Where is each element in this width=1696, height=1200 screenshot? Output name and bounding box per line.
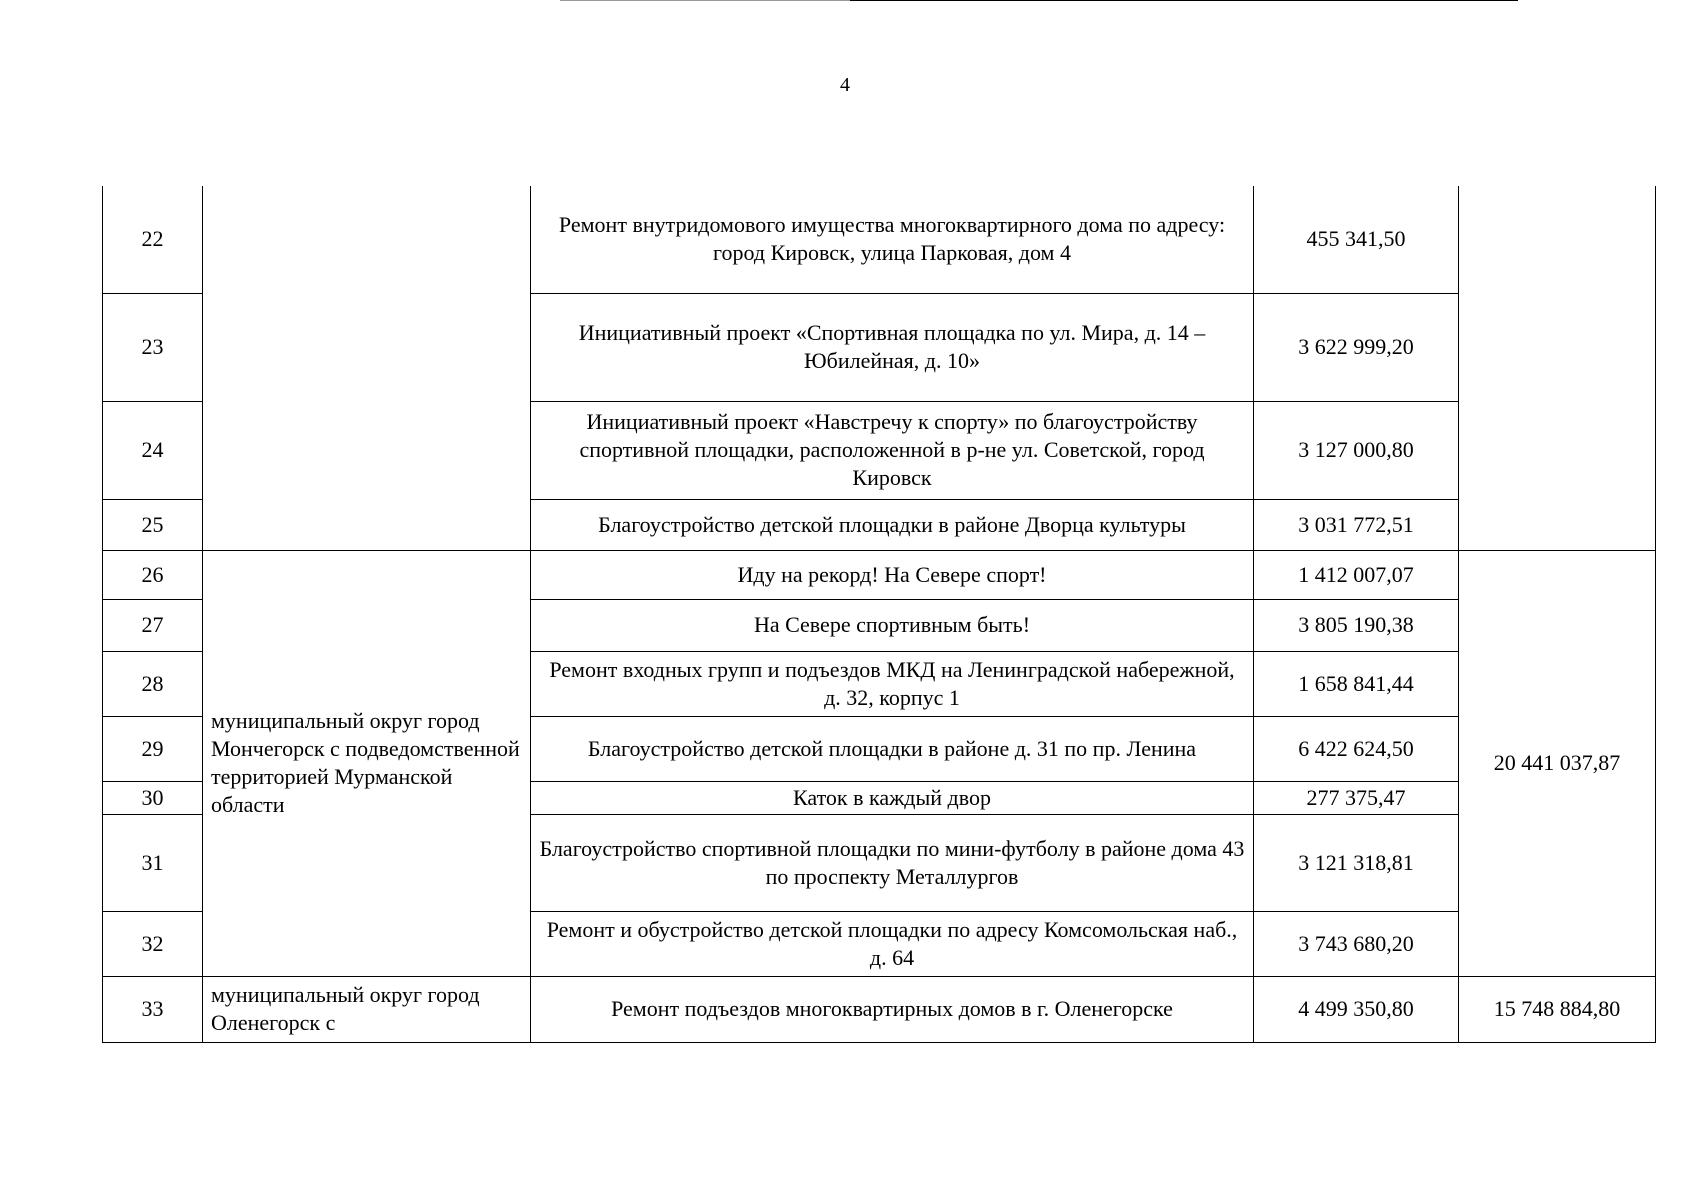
municipality-total: 15 748 884,80 [1459, 976, 1656, 1042]
top-edge-line [850, 0, 1518, 1]
project-name: Ремонт внутридомового имущества многоквартирного дома по адресу: город Кировск, улица Парковая, дом 4 [531, 186, 1254, 293]
project-amount: 6 422 624,50 [1254, 716, 1459, 781]
project-name: На Севере спортивным быть! [531, 599, 1254, 651]
municipality-cell: муниципальный округ город Оленегорск с [203, 976, 531, 1042]
project-name: Инициативный проект «Спортивная площадка по ул. Мира, д. 14 – Юбилейная, д. 10» [531, 293, 1254, 401]
project-name: Ремонт входных групп и подъездов МКД на Ленинградской набережной, д. 32, корпус 1 [531, 651, 1254, 716]
municipality-total: 20 441 037,87 [1459, 550, 1656, 976]
project-amount: 3 121 318,81 [1254, 814, 1459, 911]
row-number: 25 [103, 499, 203, 550]
table-row [103, 550, 1656, 599]
project-amount: 455 341,50 [1254, 186, 1459, 293]
project-name: Благоустройство детской площадки в районе Дворца культуры [531, 499, 1254, 550]
row-number: 29 [103, 716, 203, 781]
table-row [103, 186, 1656, 293]
project-name: Иду на рекорд! На Севере спорт! [531, 550, 1254, 599]
project-name: Каток в каждый двор [531, 781, 1254, 814]
projects-table [102, 186, 1656, 1043]
project-name: Инициативный проект «Навстречу к спорту» по благоустройству спортивной площадки, расположенной в р-не ул. Советской, город Кировск [531, 401, 1254, 499]
table-row [103, 976, 1656, 1042]
municipality-cell: муниципальный округ город Мончегорск с подведомственной территорией Мурманской области [203, 550, 531, 976]
page-number: 4 [840, 74, 850, 96]
project-amount: 3 743 680,20 [1254, 911, 1459, 976]
row-number: 23 [103, 293, 203, 401]
row-number: 28 [103, 651, 203, 716]
project-amount: 277 375,47 [1254, 781, 1459, 814]
project-amount: 3 127 000,80 [1254, 401, 1459, 499]
project-name: Ремонт и обустройство детской площадки по адресу Комсомольская наб., д. 64 [531, 911, 1254, 976]
project-amount: 3 031 772,51 [1254, 499, 1459, 550]
row-number: 31 [103, 814, 203, 911]
project-amount: 1 658 841,44 [1254, 651, 1459, 716]
row-number: 26 [103, 550, 203, 599]
project-amount: 4 499 350,80 [1254, 976, 1459, 1042]
project-name: Ремонт подъездов многоквартирных домов в г. Оленегорске [531, 976, 1254, 1042]
row-number: 22 [103, 186, 203, 293]
municipality-total [1459, 186, 1656, 550]
project-amount: 1 412 007,07 [1254, 550, 1459, 599]
municipality-cell [203, 186, 531, 550]
row-number: 30 [103, 781, 203, 814]
project-amount: 3 805 190,38 [1254, 599, 1459, 651]
row-number: 32 [103, 911, 203, 976]
project-name: Благоустройство детской площадки в районе д. 31 по пр. Ленина [531, 716, 1254, 781]
project-name: Благоустройство спортивной площадки по мини-футболу в районе дома 43 по проспекту Металлургов [531, 814, 1254, 911]
row-number: 24 [103, 401, 203, 499]
top-edge-faint-line [560, 0, 850, 1]
row-number: 27 [103, 599, 203, 651]
row-number: 33 [103, 976, 203, 1042]
project-amount: 3 622 999,20 [1254, 293, 1459, 401]
